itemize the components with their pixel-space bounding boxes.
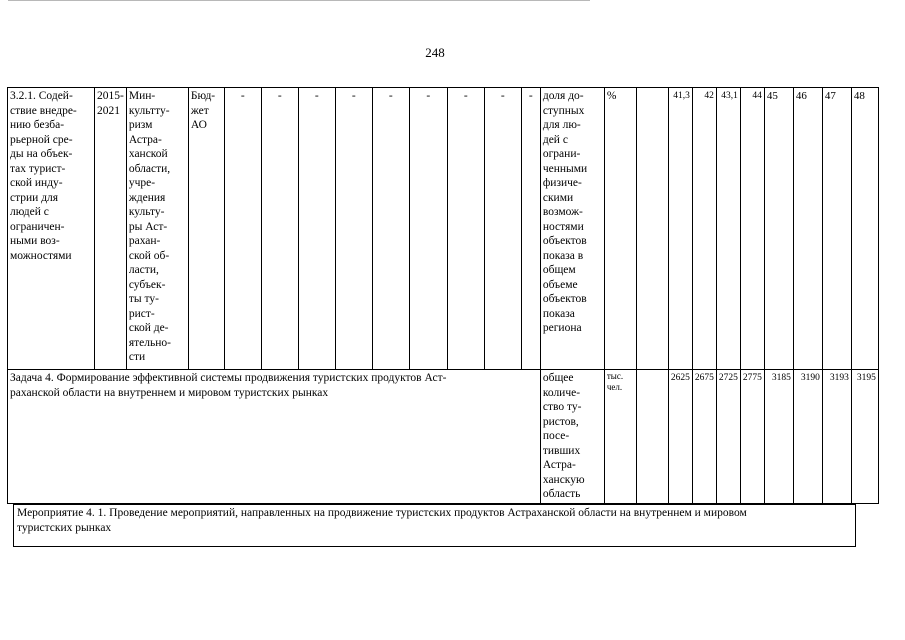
indicator-value: 3190 — [793, 370, 822, 504]
funding-cell: - — [224, 88, 261, 370]
measure-name: 3.2.1. Содей- ствие внедре- нию безба- рьерной сре- ды на объек- тах турист- ской инду- стрии для людей с ограничен- ными воз- можностями — [8, 88, 95, 370]
funding-cell: - — [447, 88, 484, 370]
top-rule — [8, 0, 590, 1]
funding-cell: - — [298, 88, 335, 370]
page-number: 248 — [425, 45, 445, 60]
indicator-name: доля до- ступных для лю- дей с ограни- ченными физиче- скими возмож- ностями объектов показа в общем объеме объектов показа региона — [540, 88, 604, 370]
measure-executor: Мин- культту- ризм Астра- ханской области, учре- ждения культу- ры Аст- рахан- ской об- ласти, субъек- ты ту- рист- ской де- ятельно- сти — [126, 88, 188, 370]
indicator-value: 3195 — [851, 370, 878, 504]
indicator-base — [636, 88, 668, 370]
indicator-value: 2725 — [716, 370, 740, 504]
table-row-measure — [8, 88, 879, 370]
indicator-value: 3185 — [764, 370, 793, 504]
indicator-value: 48 — [851, 88, 878, 370]
indicator-name: общее количе- ство ту- ристов, посе- тивших Астра- ханскую область — [540, 370, 604, 504]
indicator-value: 2675 — [692, 370, 716, 504]
funding-cell: - — [484, 88, 521, 370]
funding-source: Бюд- жет АО — [188, 88, 224, 370]
indicator-value: 2775 — [740, 370, 764, 504]
funding-cell: - — [372, 88, 409, 370]
funding-cell: - — [521, 88, 540, 370]
task-title: Задача 4. Формирование эффективной системы продвижения туристских продуктов Аст- раханской области на внутреннем и мировом туристских рынках — [8, 370, 541, 504]
indicator-value: 41,3 — [668, 88, 692, 370]
indicator-unit: % — [604, 88, 636, 370]
indicator-value: 3193 — [822, 370, 851, 504]
indicator-value: 45 — [764, 88, 793, 370]
funding-cell: - — [261, 88, 298, 370]
indicator-value: 46 — [793, 88, 822, 370]
program-table — [7, 87, 879, 504]
indicator-value: 2625 — [668, 370, 692, 504]
indicator-value: 42 — [692, 88, 716, 370]
funding-cell: - — [409, 88, 447, 370]
event-row: Мероприятие 4. 1. Проведение мероприятий, направленных на продвижение туристских продуктов Астраханской области на внутреннем и мировом туристских рынках — [13, 504, 856, 547]
indicator-value: 43,1 — [716, 88, 740, 370]
table-row-task — [8, 370, 879, 504]
funding-cell: - — [335, 88, 372, 370]
indicator-base — [636, 370, 668, 504]
indicator-value: 47 — [822, 88, 851, 370]
measure-period: 2015- 2021 — [95, 88, 127, 370]
indicator-unit: тыс. чел. — [604, 370, 636, 504]
indicator-value: 44 — [740, 88, 764, 370]
